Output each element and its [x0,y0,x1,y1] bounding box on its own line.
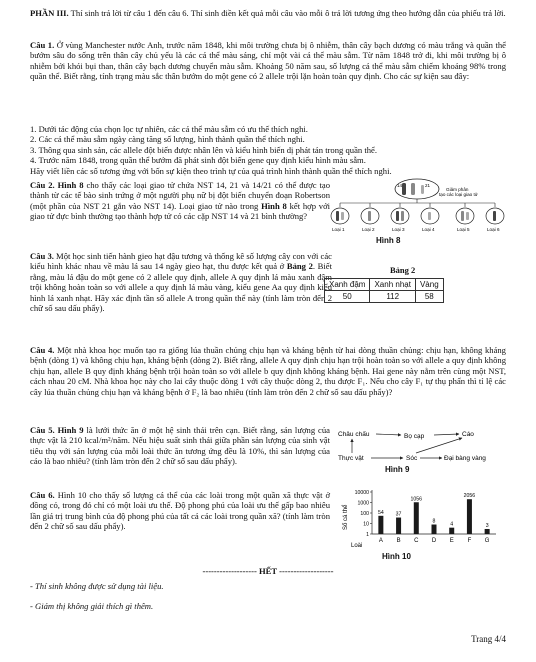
y-tick-label: 1 [366,532,369,538]
footer-line-1: - Thí sinh không được sử dụng tài liệu. [30,581,164,591]
q3-text-2: . Biết rằng, màu lá đậu do một gene có 2 allele quy định, allele A quy định lá màu xanh đậm trội không hoàn toàn so với allele a quy định lá màu vàng, kiểu gene Aa quy định kiểu hình lá xanh nhạt. Hãy xác định tần số allele A trong quần thể này (tính làm tròn đến 2 chữ số sau dấu phẩy). [30,261,332,314]
bar-value-label: 1056 [410,496,423,503]
bar-G [485,529,490,534]
label-21: 21 [425,183,431,188]
table-2 [324,278,444,303]
q1-events [30,124,506,176]
bar-value-label: 4 [450,521,454,528]
bar-value-label: 37 [395,511,402,518]
gamete-label-2: Loại 2 [362,227,375,232]
table-header-cell: Xanh đậm [325,279,370,291]
figure-9-caption: Hình 9 [385,465,410,474]
q1-event-2: 2. Các cá thể màu sẫm ngày càng tăng số lượng, hình thành quần thể thích nghi. [30,134,305,145]
q3-text: Một học sinh tiến hành gieo hạt đậu tương và thống kê số lượng cây con với các kiểu hình khác nhau về màu lá sau 14 ngày gieo hạt, thu được kết quả ở [30,251,332,272]
x-tick-label: F [467,538,472,544]
question-2 [30,180,330,222]
table-header-cell: Vàng [415,279,443,291]
x-tick-label: B [396,538,401,544]
chromosome-14 [402,183,406,195]
bar-B [396,518,401,534]
gamete-label-1: Loại 1 [332,227,345,232]
bar-value-label: 2056 [463,493,476,500]
table-cell: 50 [325,291,370,303]
gamete-label-5: Loại 5 [457,227,470,232]
page-number: Trang 4/4 [471,634,506,644]
chromosome-14-21 [411,183,415,195]
figure-8-caption: Hình 8 [376,236,401,245]
gamete-label-6: Loại 6 [487,227,500,232]
node-bo-cap: Bọ cạp [404,433,425,440]
bar-value-label: 8 [432,518,436,525]
table-header-row [325,279,444,291]
part-label: PHẦN III. [30,8,69,18]
q2-text-2: kết hợp với giao tử đực bình thường tạo thành hợp tử có các cặp NST 14 và 21 bình thường? [30,200,331,222]
question-6 [30,490,330,532]
gamete-labels [332,227,500,232]
q1-event-3: 3. Thông qua sinh sản, các allele đột biến được nhân lên và kiểu hình biến dị phát tán trong quần thể. [30,144,377,155]
figure-10-chart [336,486,502,552]
parent-cell [395,179,439,199]
node-cao: Cáo [462,431,474,438]
node-thuc-vat: Thực vật [338,455,364,462]
label-14: 14 [397,183,403,188]
q2-fig-ref: Hình 8 [57,180,84,190]
table-header-cell: Xanh nhạt [370,279,415,291]
x-tick-label: D [431,538,437,544]
y-tick-label: 10 [363,521,369,528]
gametes [331,208,504,224]
q5-text: là lưới thức ăn ở một hệ sinh thái trên cạn. Biết rằng, sản lượng của thực vật là 210 kcal/m²/năm. Nếu hiệu suất sinh thái giữa phần sản lượng của sinh vật tiêu thụ với sản lượng của mỗi loài thức ăn tương ứng đều là 10%, thì sản lượng của cáo là bao nhiêu? (tính làm tròn đến 2 chữ số sau dấu phẩy). [30,425,330,467]
table-2-caption: Bảng 2 [390,265,416,275]
q3-label: Câu 3. [30,251,54,261]
figure-10-caption: Hình 10 [382,552,411,561]
x-tick-label: C [414,538,419,544]
chromosome-21 [421,185,424,194]
figure-8 [325,178,507,236]
footer-notes [30,580,164,612]
q5-fig-ref: Hình 9 [57,425,84,435]
bar-value-label: 3 [485,522,489,529]
branch-lines [340,199,495,207]
part-text: Thí sinh trả lời từ câu 1 đến câu 6. Thí sinh điền kết quả mỗi câu vào mỗi ô trả lời tương ứng theo hướng dẫn của phiếu trả lời. [68,8,506,18]
bar-F [467,499,472,534]
meiosis-note: Giảm phân tạo các loại giao tử [439,187,478,197]
footer-line-2: - Giám thị không giải thích gì thêm. [30,601,154,611]
bar-D [432,525,437,534]
y-tick-label: 1000 [357,500,369,507]
bar-value-label: 54 [377,509,384,516]
bar-E [449,528,454,534]
question-4 [30,345,506,397]
question-1 [30,40,506,82]
bar-A [378,516,383,534]
q5-label: Câu 5. [30,425,55,435]
q1-label: Câu 1. [30,40,55,50]
q4-label: Câu 4. [30,345,55,355]
y-tick-label: 10000 [354,490,369,496]
end-marker: ------------------- HẾT ------------------- [202,566,334,576]
x-tick-label: G [484,538,490,544]
bar-C [414,502,419,534]
q1-ask: Hãy viết liền các số tương ứng với bốn sự kiện theo trình tự của quá trình hình thành quần thể thích nghi. [30,165,392,176]
part-header [30,8,506,18]
question-5 [30,425,330,467]
q6-text: cho thấy số lượng cá thể của các loài trong một quần xã thực vật ở đồng cỏ, trong đó chỉ có một loài ưu thế. Độ phong phú của loài ưu thế gấp bao nhiêu lần giá trị trung bình của độ phong phú của tất cả các loài trong quần xã? (tính làm tròn đến 2 chữ số sau dấu phẩy). [30,490,330,532]
question-3 [30,251,332,313]
node-dai-bang-vang: Đại bàng vàng [444,455,486,462]
q2-fig-ref-2: Hình 8 [261,200,287,211]
x-tick-label: A [378,538,383,544]
q2-label: Câu 2. [30,180,55,190]
figure-9-food-web [338,428,508,474]
y-axis-label: Số cá thể [343,504,349,530]
x-axis-label: Loài [351,543,363,549]
q2-text: cho thấy các loại giao tử chứa NST 14, 21 và 14/21 có thể được tạo thành từ các tế bào sinh trứng ở một người phụ nữ bị đột biến chuyển đoạn Robertson (một phần của NST 21 gắn vào NST 14). Loại giao tử nào trong [30,180,331,211]
q1-text: Ở vùng Manchester nước Anh, trước năm 1848, khi môi trường chưa bị ô nhiễm, thân cây bạch dương có màu trắng và quần thể bướm sâu đo sống trên thân cây chủ yếu là các cá thể màu sáng, chỉ một vài cá thể màu sẫm. Từ năm 1848 trở đi, khi môi trường bị ô nhiễm bởi khói bụi than, thân cây bạch dương chuyển màu sẫm. Khoảng 50 năm sau, số lượng cá thể màu sẫm chiếm khoảng 98% trong quần thể. Biết rằng, tính trạng màu sắc thân bướm do một gene có 2 allele trội lặn hoàn toàn quy định. Cho các sự kiện sau đây: [30,40,506,82]
gamete-label-3: Loại 3 [392,227,405,232]
q6-label: Câu 6. [30,490,55,500]
q6-fig-ref: Hình 10 [57,490,87,500]
y-tick-label: 100 [360,511,369,517]
q1-event-4: 4. Trước năm 1848, trong quần thể bướm đã phát sinh đột biến gene quy định kiểu hình màu sẫm. [30,155,366,166]
q1-event-1: 1. Dưới tác động của chọn lọc tự nhiên, các cá thể màu sẫm có ưu thế thích nghi. [30,124,308,134]
node-chau-chau: Châu chấu [338,431,370,438]
table-cell: 58 [415,291,443,303]
table-row [325,291,444,303]
node-soc: Sóc [406,455,418,462]
gamete-label-4: Loại 4 [422,227,435,232]
table-cell: 112 [370,291,415,303]
x-tick-label: E [449,538,454,544]
q4-text: Một nhà khoa học muốn tạo ra giống lúa thuần chủng chịu hạn và kháng bệnh từ hai dòng thuần chủng: chịu hạn, không kháng bệnh (dòng 1) và không chịu hạn, kháng bệnh (dòng 2). Biết rằng, allele A quy định chịu hạn trội hoàn toàn so với allele a quy định không chịu hạn, allele B quy định kháng bệnh trội hoàn toàn so với allele b quy định không kháng bệnh. Hai gene này nằm trên cùng một NST, cách nhau 20 cM. Nhà khoa học này cho lai cây thuộc dòng 1 với cây thuộc dòng 2, thu được F₁. Nếu cho cây F₁ tự thụ phấn thì tỉ lệ các cây lúa thuần chủng chịu hạn và kháng bệnh ở F₂ là bao nhiêu (tính làm tròn đến 2 chữ số sau dấu phẩy)? [30,345,506,397]
q3-table-ref: Bảng 2 [286,261,313,272]
